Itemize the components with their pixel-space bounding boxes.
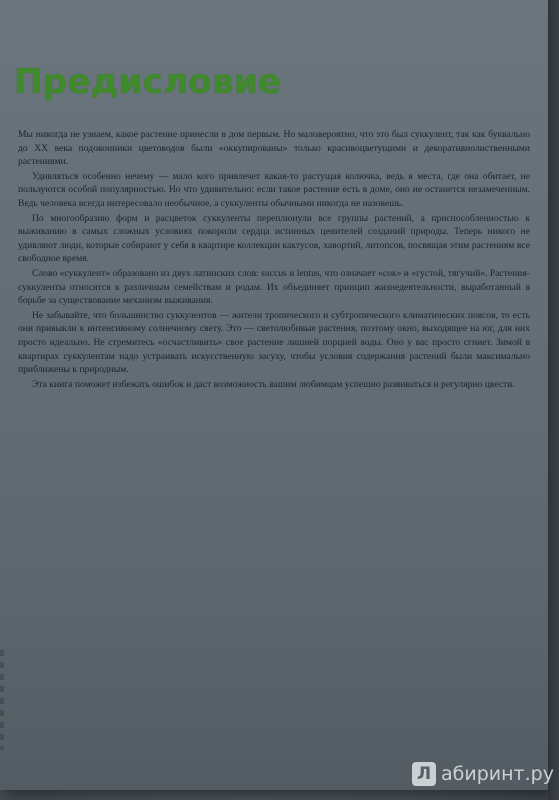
page-edge-marks xyxy=(0,650,4,750)
labirint-logo-icon: Л xyxy=(412,762,436,786)
page-title: Предисловие xyxy=(14,62,282,102)
paragraph: Удивляться особенно нечему — мало кого привлечет какая-то растущая колючка, ведь в места, где она обитает, не пользуются особой популярностью. Но что удивительно: если такое растение есть в доме, оно не останется незамеченным. Ведь человека всегда интересовало необычное, а суккуленты обычными никогда не назовешь. xyxy=(18,170,530,209)
page-shadow-edge xyxy=(548,0,559,800)
paragraph: Эта книга поможет избежать ошибок и даст возможность вашим любимцам успешно развиваться и регулярно цвести. xyxy=(32,378,515,390)
labirint-watermark xyxy=(412,762,554,786)
paragraph: Слово «суккулент» образовано из двух латинских слов: succus и lentus, что означает «сок» и «густой, тягучий». Растения-суккуленты относятся к различным семействам и родам. Их объединяет принцип жизнедеятельности, выработанный в борьбе за существование механизм выживания. xyxy=(18,267,530,307)
paragraph: Мы никогда не узнаем, какое растение принесли в дом первым. Но маловероятно, что это был суккулент, так как буквально до XX века подоконники цветоводов были «оккупированы» только красивоцветущими и декоративнолиственными растениями. xyxy=(18,129,530,168)
paragraph: Не забывайте, что большинство суккулентов — жители тропического и субтропического климатических поясов, то есть они привыкли к интенсивному солнечному свету. Это — светолюбивые растения, поэтому окно, выходящее на юг, для них просто идеально. Не стремитесь «осчастливить» свое растение лишней порцией воды. Оно у вас просто сгниет. Зимой в квартирах суккулентам надо устраивать искусственную засуху, чтобы условия содержания растений были максимально приближены к природным. xyxy=(18,309,530,376)
watermark-text: абиринт.ру xyxy=(441,763,554,785)
paragraph: По многообразию форм и расцветок суккуленты переплюнули все группы растений, а приспособленностью к выживанию в самых сложных условиях покорили сердца истинных ценителей созданий природы. Теперь никого не удивляют люди, которые собирают у себя в квартире коллекции кактусов, хавортий, литопсов, посвящая этим растениям все свободное время. xyxy=(18,212,530,265)
body-text xyxy=(18,128,530,392)
